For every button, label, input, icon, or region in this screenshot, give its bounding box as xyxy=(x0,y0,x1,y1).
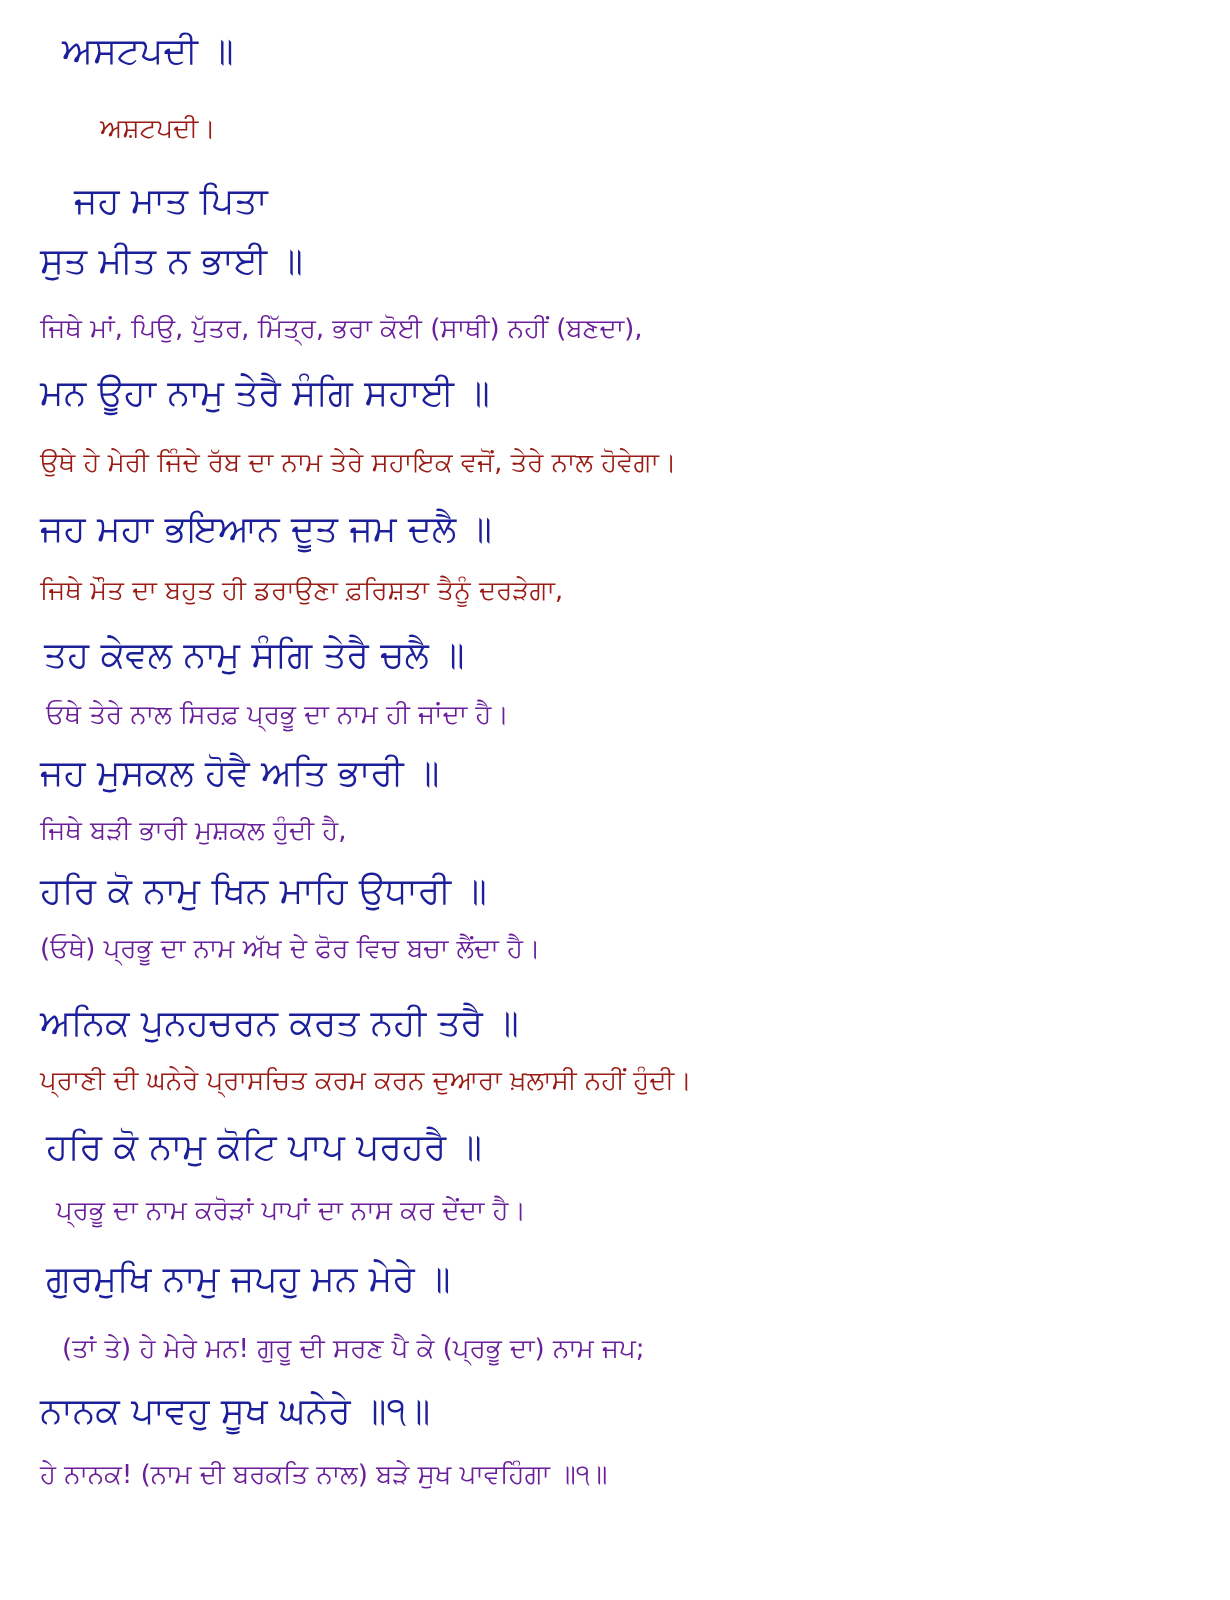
verse-line: ਜਹ ਮੁਸਕਲ ਹੋਵੈ ਅਤਿ ਭਾਰੀ ॥ xyxy=(40,753,440,794)
verse-line: ਨਾਨਕ ਪਾਵਹੁ ਸੂਖ ਘਨੇਰੇ ॥੧॥ xyxy=(40,1391,431,1432)
translation-line: ਜਿਥੇ ਬੜੀ ਭਾਰੀ ਮੁਸ਼ਕਲ ਹੁੰਦੀ ਹੈ, xyxy=(40,816,347,846)
translation-line: ਪ੍ਰਾਣੀ ਦੀ ਘਨੇਰੇ ਪ੍ਰਾਸਚਿਤ ਕਰਮ ਕਰਨ ਦੁਆਰਾ ਖ਼ਲਾਸੀ ਨਹੀਂ ਹੁੰਦੀ। xyxy=(40,1066,692,1096)
translation-line: ਅਸ਼ਟਪਦੀ। xyxy=(100,114,216,144)
translation-line: (ਓਥੇ) ਪ੍ਰਭੂ ਦਾ ਨਾਮ ਅੱਖ ਦੇ ਫੋਰ ਵਿਚ ਬਚਾ ਲੈਂਦਾ ਹੈ। xyxy=(40,934,541,964)
translation-line: ਪ੍ਰਭੂ ਦਾ ਨਾਮ ਕਰੋੜਾਂ ਪਾਪਾਂ ਦਾ ਨਾਸ ਕਰ ਦੇਂਦਾ ਹੈ। xyxy=(56,1196,527,1226)
translation-line: ਜਿਥੇ ਮੌਤ ਦਾ ਬਹੁਤ ਹੀ ਡਰਾਉਣਾ ਫ਼ਰਿਸ਼ਤਾ ਤੈਨੂੰ ਦਰੜੇਗਾ, xyxy=(40,576,564,606)
translation-line: ਓਥੇ ਤੇਰੇ ਨਾਲ ਸਿਰਫ਼ ਪ੍ਰਭੂ ਦਾ ਨਾਮ ਹੀ ਜਾਂਦਾ ਹੈ। xyxy=(46,700,509,730)
verse-line: ਜਹ ਮਾਤ ਪਿਤਾ xyxy=(74,181,268,222)
translation-line: ਜਿਥੇ ਮਾਂ, ਪਿਉ, ਪੁੱਤਰ, ਮਿੱਤ੍ਰ, ਭਰਾ ਕੋਈ (ਸਾਥੀ) ਨਹੀਂ (ਬਣਦਾ), xyxy=(40,314,643,344)
verse-line: ਅਨਿਕ ਪੁਨਹਚਰਨ ਕਰਤ ਨਹੀ ਤਰੈ ॥ xyxy=(40,1003,519,1044)
verse-line: ਤਹ ਕੇਵਲ ਨਾਮੁ ਸੰਗਿ ਤੇਰੈ ਚਲੈ ॥ xyxy=(44,635,465,676)
translation-line: (ਤਾਂ ਤੇ) ਹੇ ਮੇਰੇ ਮਨ! ਗੁਰੂ ਦੀ ਸਰਣ ਪੈ ਕੇ (ਪ੍ਰਭੂ ਦਾ) ਨਾਮ ਜਪ; xyxy=(62,1334,645,1364)
heading-astpadi: ਅਸਟਪਦੀ ॥ xyxy=(62,31,234,72)
verse-line: ਜਹ ਮਹਾ ਭਇਆਨ ਦੂਤ ਜਮ ਦਲੈ ॥ xyxy=(40,509,492,550)
verse-line: ਹਰਿ ਕੋ ਨਾਮੁ ਕੋਟਿ ਪਾਪ ਪਰਹਰੈ ॥ xyxy=(46,1127,482,1168)
verse-line: ਹਰਿ ਕੋ ਨਾਮੁ ਖਿਨ ਮਾਹਿ ਉਧਾਰੀ ॥ xyxy=(40,871,487,912)
verse-line: ਮਨ ਊਹਾ ਨਾਮੁ ਤੇਰੈ ਸੰਗਿ ਸਹਾਈ ॥ xyxy=(40,373,490,414)
verse-line: ਸੁਤ ਮੀਤ ਨ ਭਾਈ ॥ xyxy=(40,241,303,282)
translation-line: ਹੇ ਨਾਨਕ! (ਨਾਮ ਦੀ ਬਰਕਤਿ ਨਾਲ) ਬੜੇ ਸੁਖ ਪਾਵਹਿੰਗਾ ॥੧॥ xyxy=(40,1460,608,1490)
translation-line: ਉਥੇ ਹੇ ਮੇਰੀ ਜਿੰਦੇ ਰੱਬ ਦਾ ਨਾਮ ਤੇਰੇ ਸਹਾਇਕ ਵਜੋਂ, ਤੇਰੇ ਨਾਲ ਹੋਵੇਗਾ। xyxy=(40,448,677,478)
verse-line: ਗੁਰਮੁਖਿ ਨਾਮੁ ਜਪਹੁ ਮਨ ਮੇਰੇ ॥ xyxy=(46,1259,451,1300)
